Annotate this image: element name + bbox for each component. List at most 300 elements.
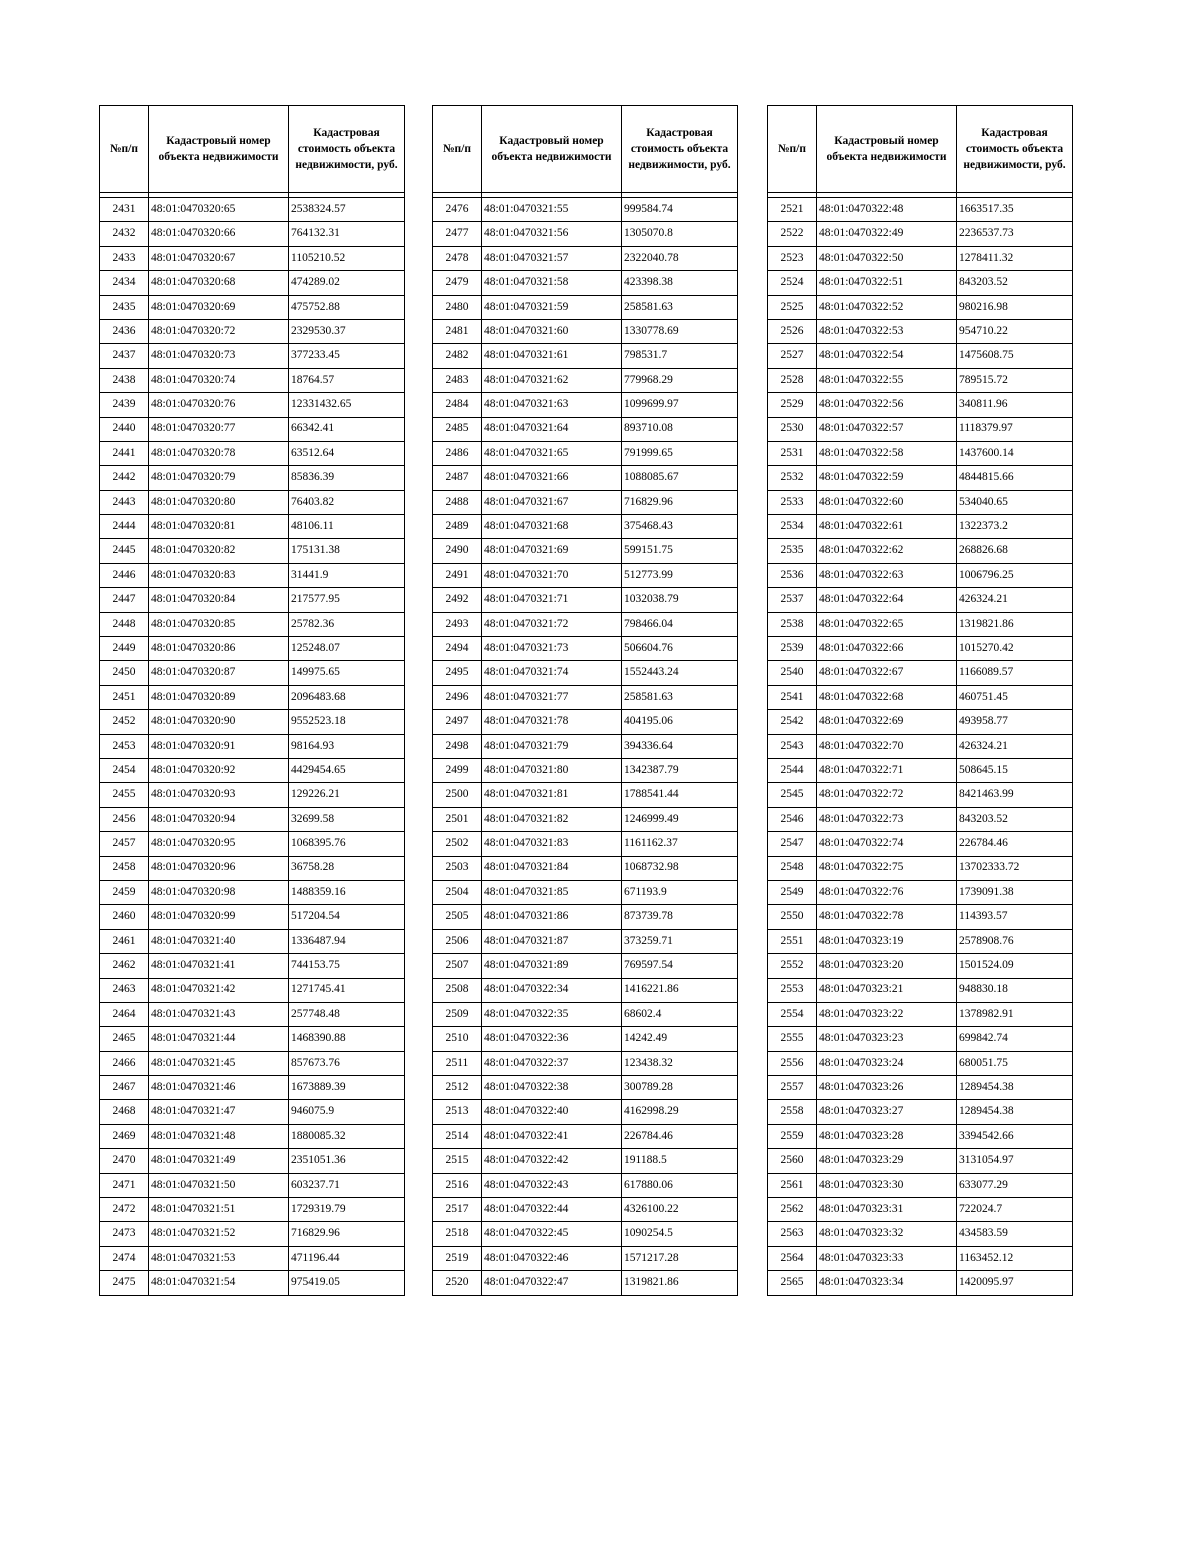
cadastral-value-cell: 493958.77 [957,710,1073,734]
table-row [433,344,738,368]
row-number-cell: 2530 [768,417,817,441]
cadastral-number-cell: 48:01:0470321:41 [149,954,289,978]
table-row [768,929,1073,953]
table-row [768,1027,1073,1051]
cadastral-value-cell: 1166089.57 [957,661,1073,685]
cadastral-value-cell: 1246999.49 [622,807,738,831]
cadastral-value-cell: 14242.49 [622,1027,738,1051]
table-row [433,539,738,563]
cadastral-number-cell: 48:01:0470323:30 [817,1173,957,1197]
cadastral-number-cell: 48:01:0470320:80 [149,490,289,514]
cadastral-value-cell: 954710.22 [957,319,1073,343]
table-row [433,1246,738,1270]
cadastral-number-cell: 48:01:0470321:47 [149,1100,289,1124]
row-number-cell: 2456 [100,807,149,831]
row-number-cell: 2458 [100,856,149,880]
table-row [100,1002,405,1026]
row-number-cell: 2501 [433,807,482,831]
table-row [768,612,1073,636]
table-row [433,954,738,978]
cadastral-number-cell: 48:01:0470320:85 [149,612,289,636]
table-row [768,539,1073,563]
row-number-cell: 2453 [100,734,149,758]
row-number-cell: 2534 [768,515,817,539]
cadastral-value-cell: 764132.31 [289,222,405,246]
cadastral-value-cell: 2538324.57 [289,198,405,222]
table-row [433,637,738,661]
row-number-cell: 2462 [100,954,149,978]
table-row [768,1051,1073,1075]
table-row [768,466,1073,490]
row-number-cell: 2492 [433,588,482,612]
table-row [433,1149,738,1173]
cadastral-value-cell: 1468390.88 [289,1027,405,1051]
row-number-cell: 2483 [433,368,482,392]
table-row [768,344,1073,368]
cadastral-number-cell: 48:01:0470322:43 [482,1173,622,1197]
cadastral-value-cell: 1271745.41 [289,978,405,1002]
cadastral-number-cell: 48:01:0470320:96 [149,856,289,880]
row-number-cell: 2461 [100,929,149,953]
header-number: №п/п [768,106,817,193]
cadastral-value-cell: 68602.4 [622,1002,738,1026]
cadastral-number-cell: 48:01:0470321:79 [482,734,622,758]
table-row [433,1051,738,1075]
cadastral-value-cell: 789515.72 [957,368,1073,392]
cadastral-value-cell: 1099699.97 [622,393,738,417]
cadastral-value-cell: 716829.96 [289,1222,405,1246]
cadastral-number-cell: 48:01:0470320:67 [149,246,289,270]
row-number-cell: 2520 [433,1271,482,1295]
table-row [433,734,738,758]
row-number-cell: 2553 [768,978,817,1002]
cadastral-value-cell: 1088085.67 [622,466,738,490]
table-row [100,832,405,856]
cadastral-number-cell: 48:01:0470322:37 [482,1051,622,1075]
cadastral-number-cell: 48:01:0470320:77 [149,417,289,441]
table-row [100,954,405,978]
cadastral-value-cell: 2578908.76 [957,929,1073,953]
cadastral-number-cell: 48:01:0470322:48 [817,198,957,222]
table-row [100,637,405,661]
table-row [768,1149,1073,1173]
cadastral-value-cell: 1322373.2 [957,515,1073,539]
cadastral-table-3 [767,105,1073,1296]
table-row [768,1002,1073,1026]
row-number-cell: 2516 [433,1173,482,1197]
row-number-cell: 2537 [768,588,817,612]
table-row [768,441,1073,465]
table-row [100,783,405,807]
cadastral-number-cell: 48:01:0470320:94 [149,807,289,831]
row-number-cell: 2550 [768,905,817,929]
row-number-cell: 2536 [768,563,817,587]
cadastral-number-cell: 48:01:0470322:51 [817,271,957,295]
cadastral-number-cell: 48:01:0470321:72 [482,612,622,636]
cadastral-number-cell: 48:01:0470320:74 [149,368,289,392]
table-row [768,1246,1073,1270]
row-number-cell: 2465 [100,1027,149,1051]
row-number-cell: 2552 [768,954,817,978]
table-row [100,539,405,563]
cadastral-number-cell: 48:01:0470322:55 [817,368,957,392]
cadastral-number-cell: 48:01:0470320:86 [149,637,289,661]
row-number-cell: 2563 [768,1222,817,1246]
table-row [768,856,1073,880]
table-row [100,612,405,636]
table-row [768,758,1073,782]
cadastral-number-cell: 48:01:0470321:87 [482,929,622,953]
cadastral-value-cell: 857673.76 [289,1051,405,1075]
cadastral-number-cell: 48:01:0470320:72 [149,319,289,343]
cadastral-number-cell: 48:01:0470321:70 [482,563,622,587]
cadastral-value-cell: 506604.76 [622,637,738,661]
cadastral-value-cell: 779968.29 [622,368,738,392]
cadastral-number-cell: 48:01:0470320:79 [149,466,289,490]
table-row [768,1076,1073,1100]
row-number-cell: 2547 [768,832,817,856]
header-cadastral-value: Кадастровая стоимость объекта недвижимости, руб. [289,106,405,193]
cadastral-value-cell: 1739091.38 [957,880,1073,904]
table-row [433,441,738,465]
table-row [433,758,738,782]
table-row [433,880,738,904]
cadastral-value-cell: 1161162.37 [622,832,738,856]
row-number-cell: 2531 [768,441,817,465]
row-number-cell: 2515 [433,1149,482,1173]
cadastral-value-cell: 512773.99 [622,563,738,587]
row-number-cell: 2447 [100,588,149,612]
table-row [433,929,738,953]
table-row [768,954,1073,978]
row-number-cell: 2539 [768,637,817,661]
table-row [433,295,738,319]
row-number-cell: 2508 [433,978,482,1002]
cadastral-number-cell: 48:01:0470321:57 [482,246,622,270]
cadastral-value-cell: 680051.75 [957,1051,1073,1075]
row-number-cell: 2511 [433,1051,482,1075]
cadastral-number-cell: 48:01:0470320:92 [149,758,289,782]
table-row [433,710,738,734]
row-number-cell: 2527 [768,344,817,368]
row-number-cell: 2448 [100,612,149,636]
table-row [100,1027,405,1051]
table-row [768,368,1073,392]
cadastral-number-cell: 48:01:0470322:52 [817,295,957,319]
row-number-cell: 2517 [433,1198,482,1222]
table-row [768,905,1073,929]
table-row [768,1198,1073,1222]
row-number-cell: 2475 [100,1271,149,1295]
table-row [768,807,1073,831]
cadastral-number-cell: 48:01:0470322:67 [817,661,957,685]
row-number-cell: 2486 [433,441,482,465]
row-number-cell: 2518 [433,1222,482,1246]
cadastral-value-cell: 1319821.86 [957,612,1073,636]
table-row [768,198,1073,222]
table-row [768,1124,1073,1148]
cadastral-value-cell: 948830.18 [957,978,1073,1002]
cadastral-number-cell: 48:01:0470322:73 [817,807,957,831]
cadastral-value-cell: 791999.65 [622,441,738,465]
row-number-cell: 2436 [100,319,149,343]
row-number-cell: 2513 [433,1100,482,1124]
row-number-cell: 2503 [433,856,482,880]
cadastral-value-cell: 1420095.97 [957,1271,1073,1295]
row-number-cell: 2558 [768,1100,817,1124]
cadastral-number-cell: 48:01:0470320:68 [149,271,289,295]
cadastral-value-cell: 1437600.14 [957,441,1073,465]
row-number-cell: 2466 [100,1051,149,1075]
cadastral-value-cell: 1378982.91 [957,1002,1073,1026]
cadastral-number-cell: 48:01:0470322:70 [817,734,957,758]
cadastral-value-cell: 426324.21 [957,734,1073,758]
cadastral-number-cell: 48:01:0470320:99 [149,905,289,929]
cadastral-number-cell: 48:01:0470323:32 [817,1222,957,1246]
row-number-cell: 2450 [100,661,149,685]
table-row [433,222,738,246]
cadastral-value-cell: 268826.68 [957,539,1073,563]
cadastral-value-cell: 3131054.97 [957,1149,1073,1173]
table-row [768,880,1073,904]
table-row [100,1076,405,1100]
row-number-cell: 2454 [100,758,149,782]
table-row [100,319,405,343]
cadastral-value-cell: 1068732.98 [622,856,738,880]
cadastral-value-cell: 25782.36 [289,612,405,636]
table-row [768,222,1073,246]
table-row [433,832,738,856]
table-row [433,1124,738,1148]
table-row [768,832,1073,856]
cadastral-number-cell: 48:01:0470323:26 [817,1076,957,1100]
cadastral-value-cell: 1552443.24 [622,661,738,685]
row-number-cell: 2480 [433,295,482,319]
row-number-cell: 2525 [768,295,817,319]
row-number-cell: 2434 [100,271,149,295]
table-row [100,929,405,953]
header-number: №п/п [100,106,149,193]
cadastral-number-cell: 48:01:0470322:58 [817,441,957,465]
cadastral-number-cell: 48:01:0470320:73 [149,344,289,368]
cadastral-value-cell: 633077.29 [957,1173,1073,1197]
cadastral-value-cell: 1068395.76 [289,832,405,856]
table-row [100,758,405,782]
row-number-cell: 2470 [100,1149,149,1173]
cadastral-number-cell: 48:01:0470320:81 [149,515,289,539]
cadastral-number-cell: 48:01:0470321:55 [482,198,622,222]
table-row [433,1198,738,1222]
row-number-cell: 2564 [768,1246,817,1270]
table-row [768,417,1073,441]
table-row [433,612,738,636]
row-number-cell: 2449 [100,637,149,661]
cadastral-value-cell: 149975.65 [289,661,405,685]
table-row [433,856,738,880]
row-number-cell: 2510 [433,1027,482,1051]
cadastral-value-cell: 599151.75 [622,539,738,563]
cadastral-number-cell: 48:01:0470321:84 [482,856,622,880]
cadastral-number-cell: 48:01:0470321:58 [482,271,622,295]
cadastral-number-cell: 48:01:0470322:66 [817,637,957,661]
cadastral-number-cell: 48:01:0470322:75 [817,856,957,880]
table-row [100,417,405,441]
cadastral-value-cell: 258581.63 [622,295,738,319]
cadastral-number-cell: 48:01:0470323:20 [817,954,957,978]
header-cadastral-number: Кадастровый номер объекта недвижимости [817,106,957,193]
table-row [768,1271,1073,1295]
cadastral-value-cell: 48106.11 [289,515,405,539]
cadastral-number-cell: 48:01:0470321:56 [482,222,622,246]
cadastral-value-cell: 843203.52 [957,271,1073,295]
cadastral-value-cell: 1336487.94 [289,929,405,953]
cadastral-number-cell: 48:01:0470323:34 [817,1271,957,1295]
table-row [433,1002,738,1026]
row-number-cell: 2455 [100,783,149,807]
cadastral-value-cell: 4162998.29 [622,1100,738,1124]
cadastral-value-cell: 1330778.69 [622,319,738,343]
table-row [768,588,1073,612]
cadastral-number-cell: 48:01:0470321:61 [482,344,622,368]
row-number-cell: 2432 [100,222,149,246]
cadastral-value-cell: 2236537.73 [957,222,1073,246]
table-row [433,783,738,807]
cadastral-number-cell: 48:01:0470323:21 [817,978,957,1002]
table-row [768,710,1073,734]
cadastral-number-cell: 48:01:0470320:65 [149,198,289,222]
cadastral-value-cell: 375468.43 [622,515,738,539]
row-number-cell: 2493 [433,612,482,636]
header-cadastral-value: Кадастровая стоимость объекта недвижимости, руб. [957,106,1073,193]
table-row [433,807,738,831]
cadastral-value-cell: 893710.08 [622,417,738,441]
row-number-cell: 2507 [433,954,482,978]
row-number-cell: 2522 [768,222,817,246]
cadastral-number-cell: 48:01:0470321:81 [482,783,622,807]
cadastral-value-cell: 4326100.22 [622,1198,738,1222]
cadastral-number-cell: 48:01:0470321:68 [482,515,622,539]
row-number-cell: 2540 [768,661,817,685]
table-row [433,319,738,343]
cadastral-value-cell: 1278411.32 [957,246,1073,270]
cadastral-number-cell: 48:01:0470322:74 [817,832,957,856]
cadastral-number-cell: 48:01:0470322:60 [817,490,957,514]
row-number-cell: 2512 [433,1076,482,1100]
cadastral-value-cell: 394336.64 [622,734,738,758]
table-row [100,1124,405,1148]
table-row [768,490,1073,514]
row-number-cell: 2476 [433,198,482,222]
table-row [433,393,738,417]
row-number-cell: 2446 [100,563,149,587]
cadastral-number-cell: 48:01:0470321:62 [482,368,622,392]
cadastral-number-cell: 48:01:0470323:29 [817,1149,957,1173]
cadastral-value-cell: 36758.28 [289,856,405,880]
cadastral-value-cell: 798466.04 [622,612,738,636]
cadastral-value-cell: 8421463.99 [957,783,1073,807]
row-number-cell: 2546 [768,807,817,831]
table-row [100,295,405,319]
cadastral-number-cell: 48:01:0470322:78 [817,905,957,929]
cadastral-value-cell: 4429454.65 [289,758,405,782]
cadastral-value-cell: 1319821.86 [622,1271,738,1295]
row-number-cell: 2499 [433,758,482,782]
cadastral-number-cell: 48:01:0470322:34 [482,978,622,1002]
cadastral-number-cell: 48:01:0470323:28 [817,1124,957,1148]
row-number-cell: 2533 [768,490,817,514]
cadastral-number-cell: 48:01:0470320:76 [149,393,289,417]
table-row [433,1027,738,1051]
row-number-cell: 2478 [433,246,482,270]
table-row [100,393,405,417]
cadastral-value-cell: 114393.57 [957,905,1073,929]
cadastral-value-cell: 744153.75 [289,954,405,978]
cadastral-value-cell: 534040.65 [957,490,1073,514]
cadastral-value-cell: 873739.78 [622,905,738,929]
table-row [100,905,405,929]
row-number-cell: 2490 [433,539,482,563]
cadastral-number-cell: 48:01:0470322:72 [817,783,957,807]
cadastral-value-cell: 175131.38 [289,539,405,563]
cadastral-value-cell: 258581.63 [622,685,738,709]
cadastral-number-cell: 48:01:0470321:83 [482,832,622,856]
row-number-cell: 2477 [433,222,482,246]
table-row [100,466,405,490]
cadastral-value-cell: 423398.38 [622,271,738,295]
row-number-cell: 2463 [100,978,149,1002]
cadastral-value-cell: 3394542.66 [957,1124,1073,1148]
cadastral-value-cell: 1032038.79 [622,588,738,612]
cadastral-value-cell: 404195.06 [622,710,738,734]
cadastral-value-cell: 4844815.66 [957,466,1073,490]
cadastral-value-cell: 2329530.37 [289,319,405,343]
table-row [768,1173,1073,1197]
row-number-cell: 2464 [100,1002,149,1026]
row-number-cell: 2437 [100,344,149,368]
cadastral-value-cell: 85836.39 [289,466,405,490]
cadastral-number-cell: 48:01:0470321:51 [149,1198,289,1222]
cadastral-value-cell: 1788541.44 [622,783,738,807]
row-number-cell: 2489 [433,515,482,539]
cadastral-number-cell: 48:01:0470322:41 [482,1124,622,1148]
cadastral-number-cell: 48:01:0470321:48 [149,1124,289,1148]
table-row [768,661,1073,685]
cadastral-number-cell: 48:01:0470321:43 [149,1002,289,1026]
row-number-cell: 2561 [768,1173,817,1197]
cadastral-value-cell: 434583.59 [957,1222,1073,1246]
table-row [100,1246,405,1270]
row-number-cell: 2473 [100,1222,149,1246]
cadastral-number-cell: 48:01:0470320:89 [149,685,289,709]
cadastral-number-cell: 48:01:0470320:84 [149,588,289,612]
cadastral-value-cell: 1118379.97 [957,417,1073,441]
table-row [100,710,405,734]
table-row [768,637,1073,661]
row-number-cell: 2509 [433,1002,482,1026]
row-number-cell: 2431 [100,198,149,222]
cadastral-number-cell: 48:01:0470321:89 [482,954,622,978]
cadastral-number-cell: 48:01:0470322:46 [482,1246,622,1270]
cadastral-number-cell: 48:01:0470321:77 [482,685,622,709]
cadastral-number-cell: 48:01:0470322:45 [482,1222,622,1246]
cadastral-number-cell: 48:01:0470322:64 [817,588,957,612]
table-row [433,246,738,270]
row-number-cell: 2467 [100,1076,149,1100]
row-number-cell: 2451 [100,685,149,709]
row-number-cell: 2519 [433,1246,482,1270]
cadastral-value-cell: 32699.58 [289,807,405,831]
row-number-cell: 2551 [768,929,817,953]
